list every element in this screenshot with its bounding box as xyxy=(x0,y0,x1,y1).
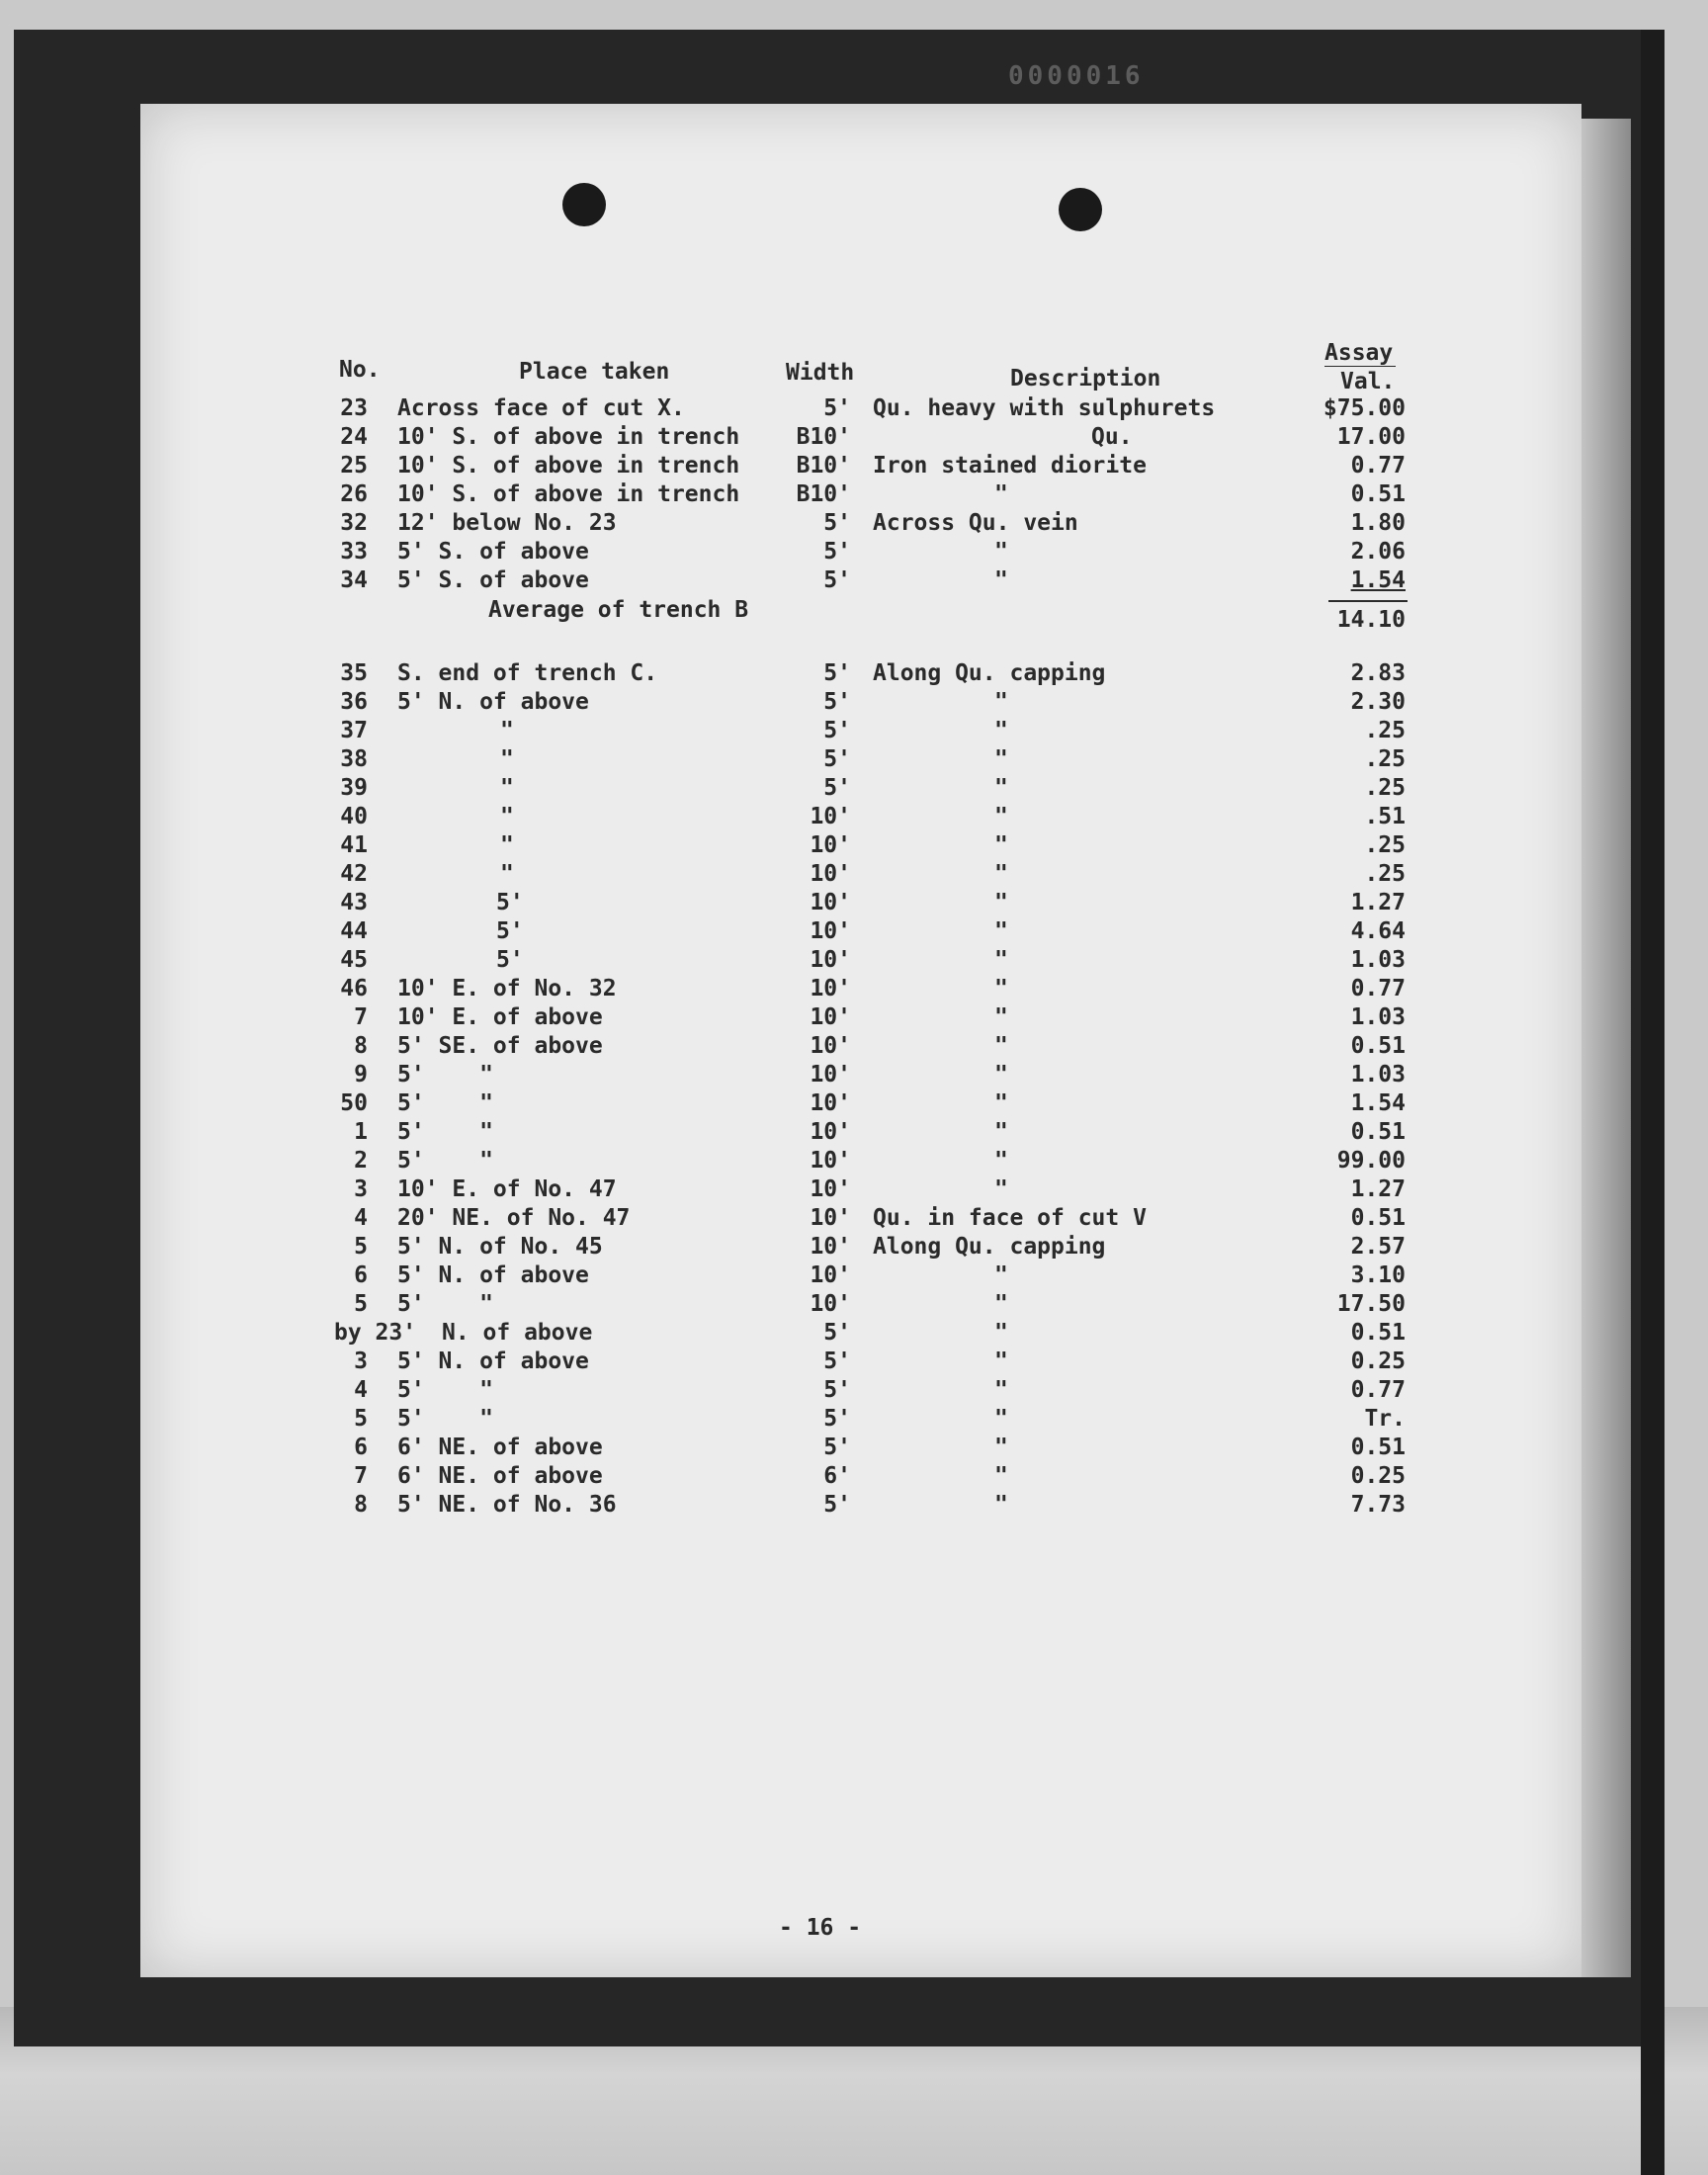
cell-no: 3 xyxy=(354,1348,368,1374)
table-row xyxy=(0,1348,1708,1377)
cell-description: " xyxy=(994,1062,1008,1088)
cell-no: 3 xyxy=(354,1176,368,1202)
cell-assay: 4.64 xyxy=(1350,918,1406,944)
cell-place: 5' S. of above xyxy=(397,567,589,593)
cell-width: 10' xyxy=(810,1062,851,1088)
cell-assay: 2.83 xyxy=(1350,660,1406,686)
table-row xyxy=(0,1320,1708,1348)
cell-place: 6' NE. of above xyxy=(397,1435,603,1460)
cell-no: 7 xyxy=(354,1004,368,1030)
cell-assay: 1.03 xyxy=(1350,1004,1406,1030)
cell-no: 32 xyxy=(340,510,368,536)
table-row xyxy=(0,976,1708,1004)
cell-no: 34 xyxy=(340,567,368,593)
header-description: Description xyxy=(1010,366,1161,392)
cell-place: 5' " xyxy=(397,1377,493,1403)
cell-width: 10' xyxy=(810,832,851,858)
cell-width: 5' xyxy=(823,660,851,686)
cell-description: " xyxy=(994,689,1008,715)
cell-width: 5' xyxy=(823,1348,851,1374)
header-place-taken: Place taken xyxy=(519,359,670,385)
cell-description: Iron stained diorite xyxy=(873,453,1147,478)
cell-assay: 1.03 xyxy=(1350,1062,1406,1088)
cell-width: 10' xyxy=(810,1148,851,1174)
cell-no: 23 xyxy=(340,395,368,421)
cell-place: " xyxy=(500,775,514,801)
cell-no: 26 xyxy=(340,481,368,507)
cell-width: B10' xyxy=(796,453,851,478)
cell-place: 10' S. of above in trench xyxy=(397,453,740,478)
cell-width: 10' xyxy=(810,804,851,829)
cell-assay: 2.06 xyxy=(1350,539,1406,565)
cell-no: 24 xyxy=(340,424,368,450)
table-row xyxy=(0,1062,1708,1090)
cell-description: " xyxy=(994,539,1008,565)
cell-no: 50 xyxy=(340,1090,368,1116)
cell-no: 4 xyxy=(354,1377,368,1403)
cell-assay: 0.77 xyxy=(1350,976,1406,1001)
cell-no: 41 xyxy=(340,832,368,858)
cell-assay: 1.54 xyxy=(1350,1090,1406,1116)
cell-no: 36 xyxy=(340,689,368,715)
cell-description: " xyxy=(994,890,1008,915)
cell-assay: 0.51 xyxy=(1350,1435,1406,1460)
cell-width: 5' xyxy=(823,1406,851,1432)
cell-assay: 3.10 xyxy=(1350,1262,1406,1288)
cell-width: 5' xyxy=(823,746,851,772)
cell-description: " xyxy=(994,1348,1008,1374)
cell-description: " xyxy=(994,1262,1008,1288)
cell-no: 1 xyxy=(354,1119,368,1145)
cell-place: " xyxy=(500,832,514,858)
cell-no: 8 xyxy=(354,1492,368,1518)
cell-description: " xyxy=(994,481,1008,507)
table-row xyxy=(0,1291,1708,1320)
cell-description: " xyxy=(994,1435,1008,1460)
cell-width: 5' xyxy=(823,539,851,565)
cell-assay: .25 xyxy=(1364,718,1406,743)
table-row xyxy=(0,481,1708,510)
cell-assay: 0.25 xyxy=(1350,1348,1406,1374)
table-row xyxy=(0,804,1708,832)
cell-width: 10' xyxy=(810,1119,851,1145)
cell-description: " xyxy=(994,918,1008,944)
cell-assay: 2.57 xyxy=(1350,1234,1406,1260)
cell-place: 5' N. of above xyxy=(397,1262,589,1288)
cell-assay: .25 xyxy=(1364,775,1406,801)
cell-description: " xyxy=(994,804,1008,829)
cell-assay: .25 xyxy=(1364,832,1406,858)
cell-place: " xyxy=(500,804,514,829)
cell-place: 10' E. of above xyxy=(397,1004,603,1030)
cell-place: 5' xyxy=(496,890,524,915)
table-row xyxy=(0,689,1708,718)
cell-no: 38 xyxy=(340,746,368,772)
cell-no: 35 xyxy=(340,660,368,686)
cell-width: 5' xyxy=(823,395,851,421)
cell-width: 5' xyxy=(823,1320,851,1346)
cell-assay: 1.03 xyxy=(1350,947,1406,973)
table-row xyxy=(0,746,1708,775)
cell-description: " xyxy=(994,1004,1008,1030)
cell-width: B10' xyxy=(796,481,851,507)
cell-width: 5' xyxy=(823,689,851,715)
cell-width: 10' xyxy=(810,890,851,915)
cell-width: B10' xyxy=(796,424,851,450)
cell-place: 5' N. of above xyxy=(397,689,589,715)
cell-width: 10' xyxy=(810,1291,851,1317)
header-assay-underline xyxy=(1324,366,1396,367)
cell-assay: 1.54 xyxy=(1350,567,1406,593)
cell-no: 7 xyxy=(354,1463,368,1489)
cell-no: 33 xyxy=(340,539,368,565)
table-row xyxy=(0,832,1708,861)
cell-place: 5' xyxy=(496,918,524,944)
cell-no: 4 xyxy=(354,1205,368,1231)
cell-assay: 1.27 xyxy=(1350,890,1406,915)
cell-place: 5' " xyxy=(397,1406,493,1432)
cell-place: " xyxy=(500,861,514,887)
cell-description: " xyxy=(994,1320,1008,1346)
cell-description: " xyxy=(994,1090,1008,1116)
cell-place: 5' " xyxy=(397,1062,493,1088)
table-row xyxy=(0,453,1708,481)
cell-description: " xyxy=(994,1176,1008,1202)
cell-width: 5' xyxy=(823,1492,851,1518)
cell-width: 10' xyxy=(810,1033,851,1059)
table-row xyxy=(0,1492,1708,1521)
cell-no: 6 xyxy=(354,1435,368,1460)
table-row xyxy=(0,1406,1708,1435)
cell-width: 5' xyxy=(823,1377,851,1403)
cell-width: 10' xyxy=(810,1176,851,1202)
average-label: Average of trench B xyxy=(488,597,749,623)
cell-assay: 0.51 xyxy=(1350,1205,1406,1231)
cell-place: 5' " xyxy=(397,1291,493,1317)
table-row xyxy=(0,395,1708,424)
total-rule xyxy=(1328,600,1408,602)
cell-assay: .25 xyxy=(1364,861,1406,887)
cell-no: 2 xyxy=(354,1148,368,1174)
cell-description: Along Qu. capping xyxy=(873,660,1106,686)
cell-description: Qu. xyxy=(1091,424,1133,450)
cell-description: " xyxy=(994,567,1008,593)
header-no: No. xyxy=(339,357,381,383)
table-row xyxy=(0,1176,1708,1205)
cell-description: " xyxy=(994,1291,1008,1317)
table-row xyxy=(0,861,1708,890)
cell-place: 5' xyxy=(496,947,524,973)
cell-width: 10' xyxy=(810,1090,851,1116)
cell-assay: 0.51 xyxy=(1350,1033,1406,1059)
cell-assay: 1.80 xyxy=(1350,510,1406,536)
cell-width: 10' xyxy=(810,918,851,944)
cell-assay: .51 xyxy=(1364,804,1406,829)
table-row xyxy=(0,1463,1708,1492)
table-row xyxy=(0,1262,1708,1291)
cell-width: 5' xyxy=(823,775,851,801)
cell-width: 5' xyxy=(823,567,851,593)
cell-place: 10' E. of No. 32 xyxy=(397,976,617,1001)
table-row xyxy=(0,918,1708,947)
cell-place: 6' NE. of above xyxy=(397,1463,603,1489)
cell-assay: Tr. xyxy=(1364,1406,1406,1432)
table-row xyxy=(0,1435,1708,1463)
cell-description: Across Qu. vein xyxy=(873,510,1078,536)
cell-width: 10' xyxy=(810,947,851,973)
cell-assay: 0.51 xyxy=(1350,481,1406,507)
cell-width: 10' xyxy=(810,861,851,887)
cell-width: 5' xyxy=(823,718,851,743)
cell-description: " xyxy=(994,1377,1008,1403)
cell-description: " xyxy=(994,861,1008,887)
cell-width: 5' xyxy=(823,510,851,536)
cell-assay: 17.00 xyxy=(1336,424,1406,450)
cell-assay: 7.73 xyxy=(1350,1492,1406,1518)
cell-width: 6' xyxy=(823,1463,851,1489)
cell-description: Along Qu. capping xyxy=(873,1234,1106,1260)
table-row xyxy=(0,1119,1708,1148)
cell-place: 5' " xyxy=(397,1090,493,1116)
table-row xyxy=(0,1090,1708,1119)
cell-assay: 1.27 xyxy=(1350,1176,1406,1202)
table-row xyxy=(0,1148,1708,1176)
cell-description: " xyxy=(994,718,1008,743)
cell-place: 5' " xyxy=(397,1119,493,1145)
cell-width: 10' xyxy=(810,1262,851,1288)
cell-no: 46 xyxy=(340,976,368,1001)
cell-description: Qu. heavy with sulphurets xyxy=(873,395,1216,421)
cell-description: " xyxy=(994,976,1008,1001)
cell-description: " xyxy=(994,1148,1008,1174)
table-row xyxy=(0,1033,1708,1062)
cell-place: 12' below No. 23 xyxy=(397,510,617,536)
table-row xyxy=(0,660,1708,689)
cell-width: 5' xyxy=(823,1435,851,1460)
cell-place: Across face of cut X. xyxy=(397,395,685,421)
cell-no: by 23' xyxy=(334,1320,417,1346)
cell-place: 5' SE. of above xyxy=(397,1033,603,1059)
cell-description: " xyxy=(994,1119,1008,1145)
cell-assay: 0.77 xyxy=(1350,453,1406,478)
table-row xyxy=(0,510,1708,539)
cell-assay: 99.00 xyxy=(1336,1148,1406,1174)
page-number: - 16 - xyxy=(779,1915,862,1941)
cell-assay: 0.51 xyxy=(1350,1119,1406,1145)
table-row xyxy=(0,539,1708,567)
cell-no: 37 xyxy=(340,718,368,743)
table-row xyxy=(0,890,1708,918)
cell-description: " xyxy=(994,1033,1008,1059)
cell-place: 5' NE. of No. 36 xyxy=(397,1492,617,1518)
table-row xyxy=(0,1234,1708,1262)
cell-no: 45 xyxy=(340,947,368,973)
header-val: Val. xyxy=(1340,369,1396,394)
table-row xyxy=(0,1205,1708,1234)
cell-place: 10' S. of above in trench xyxy=(397,481,740,507)
table-row xyxy=(0,1004,1708,1033)
table-row xyxy=(0,947,1708,976)
cell-assay: 0.51 xyxy=(1350,1320,1406,1346)
cell-assay: 2.30 xyxy=(1350,689,1406,715)
cell-description: " xyxy=(994,1492,1008,1518)
cell-no: 5 xyxy=(354,1291,368,1317)
cell-no: 25 xyxy=(340,453,368,478)
table-row xyxy=(0,718,1708,746)
cell-no: 42 xyxy=(340,861,368,887)
cell-description: " xyxy=(994,1463,1008,1489)
cell-place: 5' N. of above xyxy=(397,1348,589,1374)
cell-assay: 17.50 xyxy=(1336,1291,1406,1317)
average-value: 14.10 xyxy=(1336,607,1406,633)
cell-place: " xyxy=(500,718,514,743)
cell-place: 5' N. of No. 45 xyxy=(397,1234,603,1260)
cell-place: 5' S. of above xyxy=(397,539,589,565)
cell-no: 5 xyxy=(354,1406,368,1432)
cell-description: " xyxy=(994,775,1008,801)
cell-no: 9 xyxy=(354,1062,368,1088)
cell-no: 8 xyxy=(354,1033,368,1059)
cell-assay: 0.25 xyxy=(1350,1463,1406,1489)
cell-assay: .25 xyxy=(1364,746,1406,772)
cell-no: 40 xyxy=(340,804,368,829)
table-row xyxy=(0,424,1708,453)
cell-description: " xyxy=(994,832,1008,858)
cell-no: 44 xyxy=(340,918,368,944)
header-assay: Assay xyxy=(1324,340,1394,366)
table-row xyxy=(0,1377,1708,1406)
cell-description: " xyxy=(994,746,1008,772)
cell-width: 10' xyxy=(810,1205,851,1231)
cell-place: S. end of trench C. xyxy=(397,660,658,686)
cell-place: 20' NE. of No. 47 xyxy=(397,1205,631,1231)
cell-no: 43 xyxy=(340,890,368,915)
archive-stamp: 0000016 xyxy=(1008,61,1145,91)
cell-place: 10' E. of No. 47 xyxy=(397,1176,617,1202)
table-row xyxy=(0,567,1708,596)
cell-place: N. of above xyxy=(442,1320,593,1346)
cell-no: 39 xyxy=(340,775,368,801)
cell-width: 10' xyxy=(810,1234,851,1260)
cell-description: " xyxy=(994,1406,1008,1432)
cell-width: 10' xyxy=(810,1004,851,1030)
cell-place: 5' " xyxy=(397,1148,493,1174)
table-row xyxy=(0,775,1708,804)
cell-description: Qu. in face of cut V xyxy=(873,1205,1147,1231)
cell-place: 10' S. of above in trench xyxy=(397,424,740,450)
cell-assay: 0.77 xyxy=(1350,1377,1406,1403)
header-width: Width xyxy=(786,360,855,386)
cell-width: 10' xyxy=(810,976,851,1001)
cell-no: 6 xyxy=(354,1262,368,1288)
cell-description: " xyxy=(994,947,1008,973)
cell-assay: $75.00 xyxy=(1323,395,1406,421)
cell-no: 5 xyxy=(354,1234,368,1260)
cell-place: " xyxy=(500,746,514,772)
